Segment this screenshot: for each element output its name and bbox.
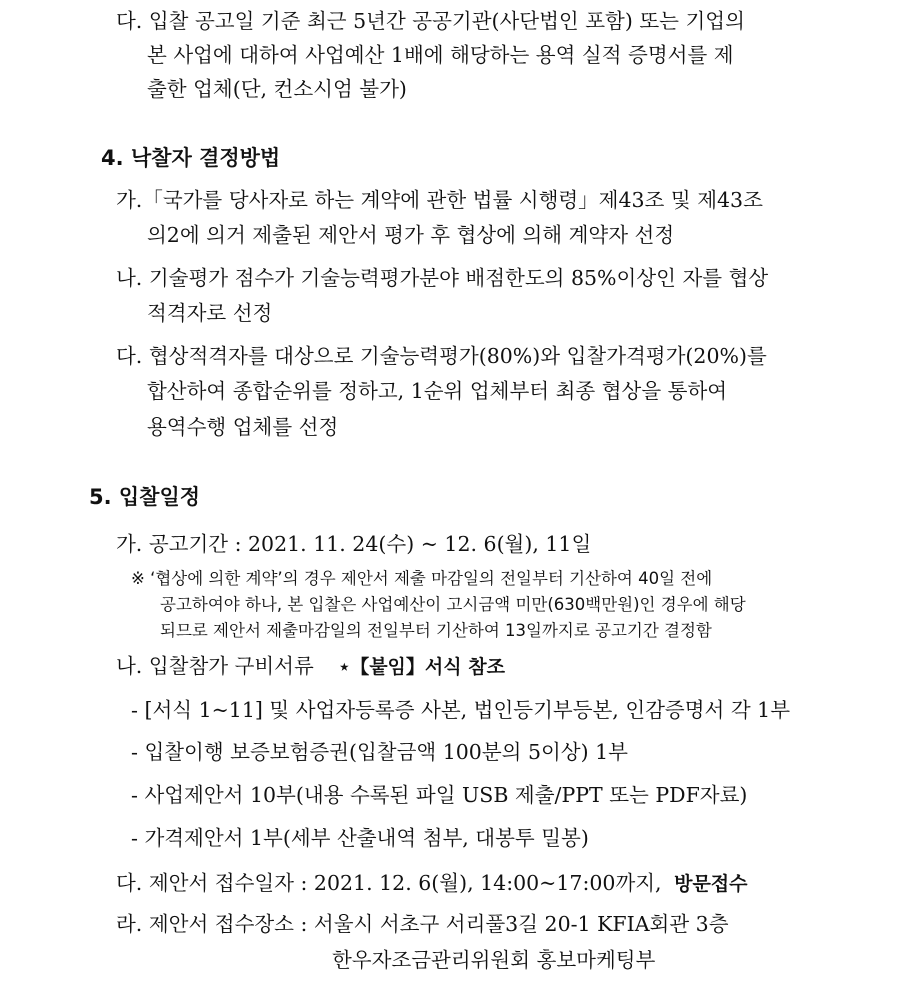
section5-item-da-line [116,869,748,898]
section4-item-na-line2: 적격자로 선정 [147,301,273,325]
section5-item-da-text: 다. 제안서 접수일자 : 2021. 12. 6(월), 14:00~17:00까지, [116,871,662,895]
section4-item-na-line1: 나. 기술평가 점수가 기술능력평가분야 배점한도의 85%이상인 자를 협상 [116,266,769,290]
section4-item-ga-line2: 의2에 의거 제출된 제안서 평가 후 협상에 의해 계약자 선정 [147,223,675,247]
section4-heading: 4. 낙찰자 결정방법 [101,146,281,170]
section3-item-da-line3: 출한 업체(단, 컨소시엄 불가) [147,77,407,101]
section4-item-da-line2: 합산하여 종합순위를 정하고, 1순위 업체부터 최종 협상을 통하여 [147,379,728,403]
section5-doc-item-1: - [서식 1~11] 및 사업자등록증 사본, 법인등기부등본, 인감증명서 각 1부 [131,698,791,722]
section5-doc-item-2: - 입찰이행 보증보험증권(입찰금액 100분의 5이상) 1부 [131,740,628,764]
section5-doc-item-3: - 사업제안서 10부(내용 수록된 파일 USB 제출/PPT 또는 PDF자료) [131,783,748,807]
section4-item-ga-line1: 가.「국가를 당사자로 하는 계약에 관한 법률 시행령」제43조 및 제43조 [116,188,763,212]
section5-item-da-emphasis: 방문접수 [674,873,748,895]
section5-item-ga-note1: ※ ‘협상에 의한 계약’의 경우 제안서 제출 마감일의 전일부터 기산하여 40일 전에 [131,569,713,588]
section5-item-na-ref: ⋆【붙임】서식 참조 [338,656,505,678]
section5-item-ga-line1: 가. 공고기간 : 2021. 11. 24(수) ~ 12. 6(월), 11일 [116,532,592,556]
section5-item-na-line [116,652,505,681]
section3-item-da-line2: 본 사업에 대하여 사업예산 1배에 해당하는 용역 실적 증명서를 제 [147,43,734,67]
section4-item-da-line3: 용역수행 업체를 선정 [147,415,339,439]
section5-item-ga-note2: 공고하여야 하나, 본 입찰은 사업예산이 고시금액 미만(630백만원)인 경우에 해당 [160,595,746,614]
section5-doc-item-4: - 가격제안서 1부(세부 산출내역 첨부, 대봉투 밀봉) [131,826,589,850]
section5-heading: 5. 입찰일정 [89,485,201,509]
section5-item-ga-note3: 되므로 제안서 제출마감일의 전일부터 기산하여 13일까지로 공고기간 결정함 [160,621,712,640]
section5-item-ra-line2: 한우자조금관리위원회 홍보마케팅부 [332,948,656,972]
section5-item-na-label: 나. 입찰참가 구비서류 [116,654,314,678]
section5-item-ra-line1: 라. 제안서 접수장소 : 서울시 서초구 서리풀3길 20-1 KFIA회관 3층 [116,912,729,936]
section3-item-da-line1: 다. 입찰 공고일 기준 최근 5년간 공공기관(사단법인 포함) 또는 기업의 [116,9,745,33]
section4-item-da-line1: 다. 협상적격자를 대상으로 기술능력평가(80%)와 입찰가격평가(20%)를 [116,344,767,368]
